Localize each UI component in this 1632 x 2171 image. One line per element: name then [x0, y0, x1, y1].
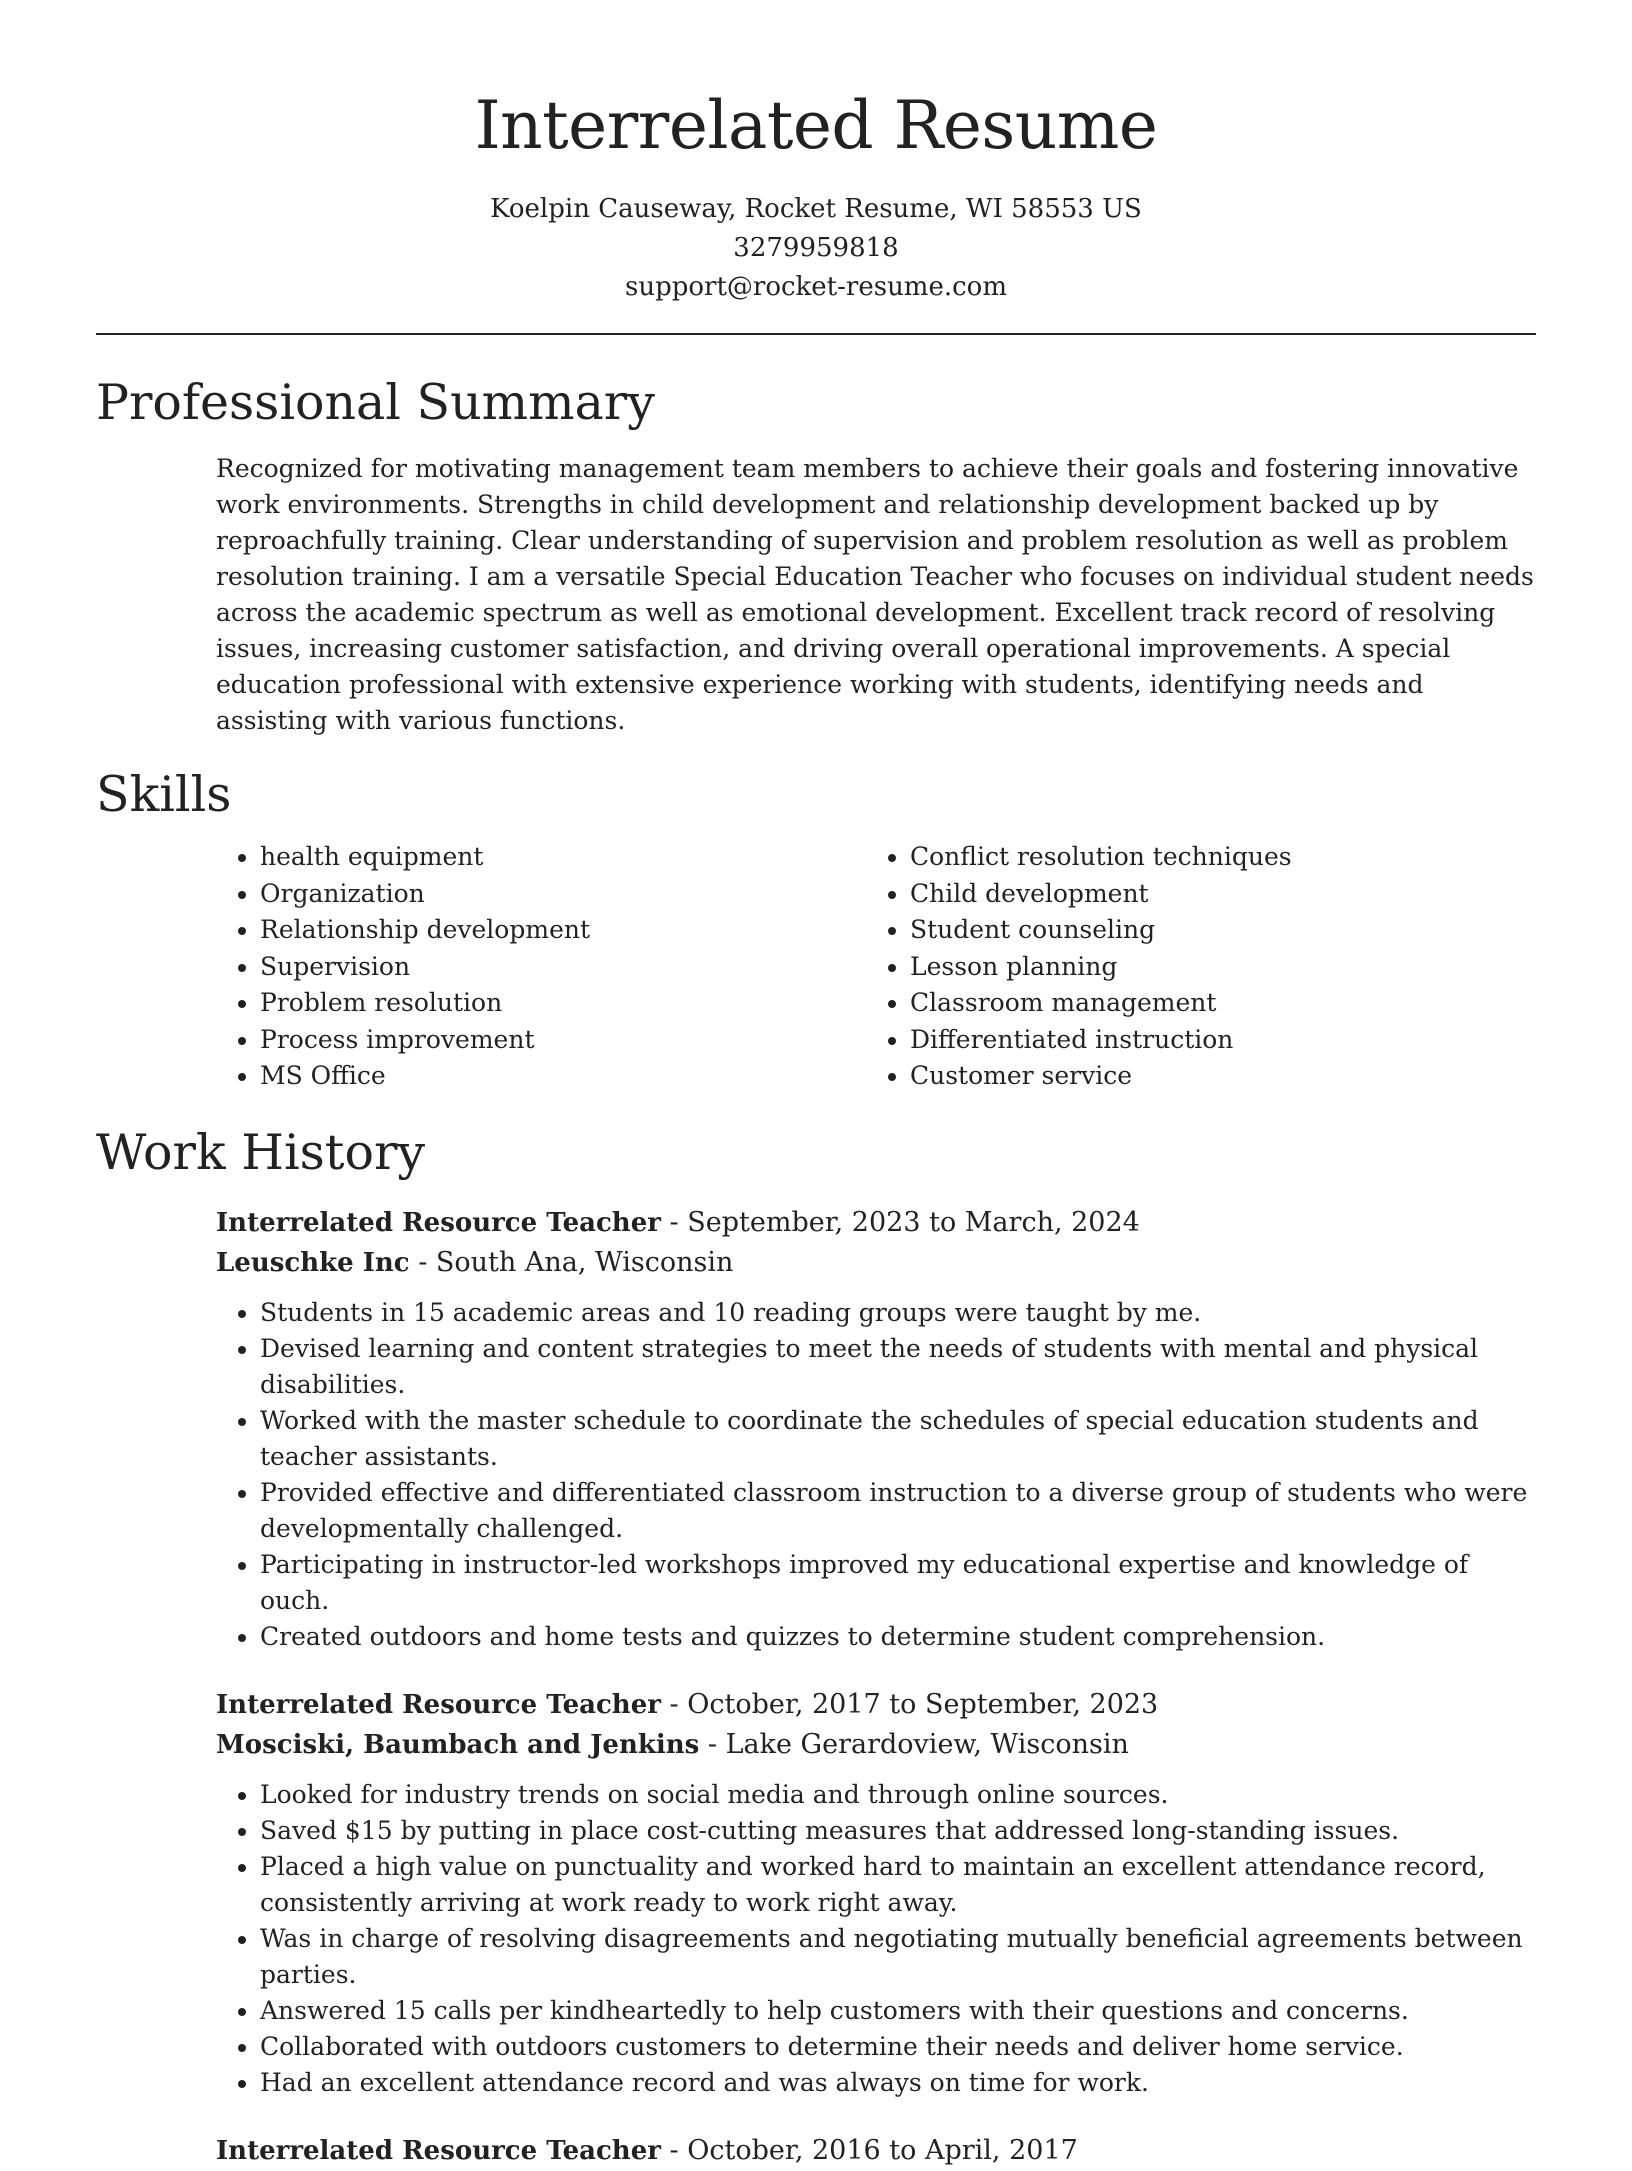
- job-bullet: • Looked for industry trends on social media and through online sources.: [260, 1777, 1536, 1813]
- job-company-line: [216, 1243, 1536, 1283]
- skill-item: • Differentiated instruction: [910, 1022, 1516, 1059]
- job-bullet: • Saved $15 by putting in place cost-cutting measures that addressed long-standing issues.: [260, 1813, 1536, 1849]
- job-bullet: • Placed a high value on punctuality and worked hard to maintain an excellent attendance record, consistently arriving at work ready to work right away.: [260, 1849, 1536, 1921]
- job-bullet: • Answered 15 calls per kindheartedly to help customers with their questions and concerns.: [260, 1993, 1536, 2029]
- skill-item: • Student counseling: [910, 912, 1516, 949]
- job-dates: October, 2017 to September, 2023: [687, 1688, 1159, 1720]
- job-bullet: • Worked with the master schedule to coordinate the schedules of special education students and teacher assistants.: [260, 1403, 1536, 1475]
- job-separator: -: [660, 1206, 688, 1238]
- skill-item: • Conflict resolution techniques: [910, 839, 1516, 876]
- resume-name: Interrelated Resume: [474, 87, 1158, 164]
- section-title-summary: Professional Summary: [96, 374, 655, 431]
- job-company: Leuschke Inc: [216, 1247, 410, 1278]
- job-dates: October, 2016 to April, 2017: [687, 2134, 1078, 2166]
- skill-item: • Lesson planning: [910, 949, 1516, 986]
- skill-item: • Relationship development: [260, 912, 866, 949]
- skill-item: • Process improvement: [260, 1022, 866, 1059]
- contact-phone: 3279959818: [733, 233, 899, 263]
- job-entry: [216, 1685, 1536, 2101]
- job-entry: [216, 2131, 1536, 2171]
- job-title-line: [216, 1203, 1536, 1243]
- job-location: Lake Gerardoview, Wisconsin: [725, 1728, 1129, 1760]
- job-role: Interrelated Resource Teacher: [216, 1207, 661, 1238]
- job-bullet: • Students in 15 academic areas and 10 reading groups were taught by me.: [260, 1295, 1536, 1331]
- job-entry: [216, 1203, 1536, 1655]
- section-title-skills: Skills: [96, 766, 232, 823]
- header-divider: [96, 333, 1536, 335]
- contact-email: support@rocket-resume.com: [624, 272, 1007, 302]
- job-location: South Ana, Wisconsin: [435, 1246, 734, 1278]
- job-separator: -: [660, 1688, 688, 1720]
- skill-item: • Organization: [260, 876, 866, 913]
- job-company-line: [216, 1725, 1536, 1765]
- job-bullet: • Provided effective and differentiated classroom instruction to a diverse group of students who were developmentally challenged.: [260, 1475, 1536, 1547]
- job-title-line: [216, 2131, 1536, 2171]
- job-bullet: • Devised learning and content strategies to meet the needs of students with mental and physical disabilities.: [260, 1331, 1536, 1403]
- contact-address: Koelpin Causeway, Rocket Resume, WI 58553 US: [490, 194, 1142, 224]
- job-bullet: • Collaborated with outdoors customers to determine their needs and deliver home service.: [260, 2029, 1536, 2065]
- skills-column-right: [866, 839, 1516, 1095]
- job-bullets: [216, 1777, 1536, 2101]
- resume-header: [96, 0, 1536, 307]
- job-title-line: [216, 1685, 1536, 1725]
- skill-item: • Problem resolution: [260, 985, 866, 1022]
- job-bullet: • Was in charge of resolving disagreements and negotiating mutually beneficial agreements between parties.: [260, 1921, 1536, 1993]
- job-bullet: • Created outdoors and home tests and quizzes to determine student comprehension.: [260, 1619, 1536, 1655]
- job-separator: -: [409, 1246, 436, 1278]
- job-bullets: [216, 1295, 1536, 1655]
- job-company: Mosciski, Baumbach and Jenkins: [216, 1729, 700, 1760]
- summary-text: Recognized for motivating management team members to achieve their goals and fostering innovative work environments. Strengths in child development and relationship development backed up by reproachfully training. Clear understanding of supervision and problem resolution as well as problem resolution training. I am a versatile Special Education Teacher who focuses on individual student needs across the academic spectrum as well as emotional development. Excellent track record of resolving issues, increasing customer satisfaction, and driving overall operational improvements. A special education professional with extensive experience working with students, identifying needs and assisting with various functions.: [216, 454, 1534, 735]
- skill-item: • Customer service: [910, 1058, 1516, 1095]
- skill-item: • Classroom management: [910, 985, 1516, 1022]
- skill-item: • MS Office: [260, 1058, 866, 1095]
- skills-column-left: [216, 839, 866, 1095]
- job-bullet: • Participating in instructor-led workshops improved my educational expertise and knowledge of ouch.: [260, 1547, 1536, 1619]
- job-dates: September, 2023 to March, 2024: [687, 1206, 1140, 1238]
- resume-page: [96, 0, 1536, 2171]
- skill-item: • Child development: [910, 876, 1516, 913]
- skills-grid: [216, 839, 1536, 1095]
- section-title-work-history: Work History: [96, 1123, 426, 1181]
- job-role: Interrelated Resource Teacher: [216, 1689, 661, 1720]
- job-bullet: • Had an excellent attendance record and was always on time for work.: [260, 2065, 1536, 2101]
- job-role: Interrelated Resource Teacher: [216, 2135, 661, 2166]
- skill-item: • health equipment: [260, 839, 866, 876]
- skill-item: • Supervision: [260, 949, 866, 986]
- job-separator: -: [660, 2134, 688, 2166]
- job-separator: -: [699, 1728, 726, 1760]
